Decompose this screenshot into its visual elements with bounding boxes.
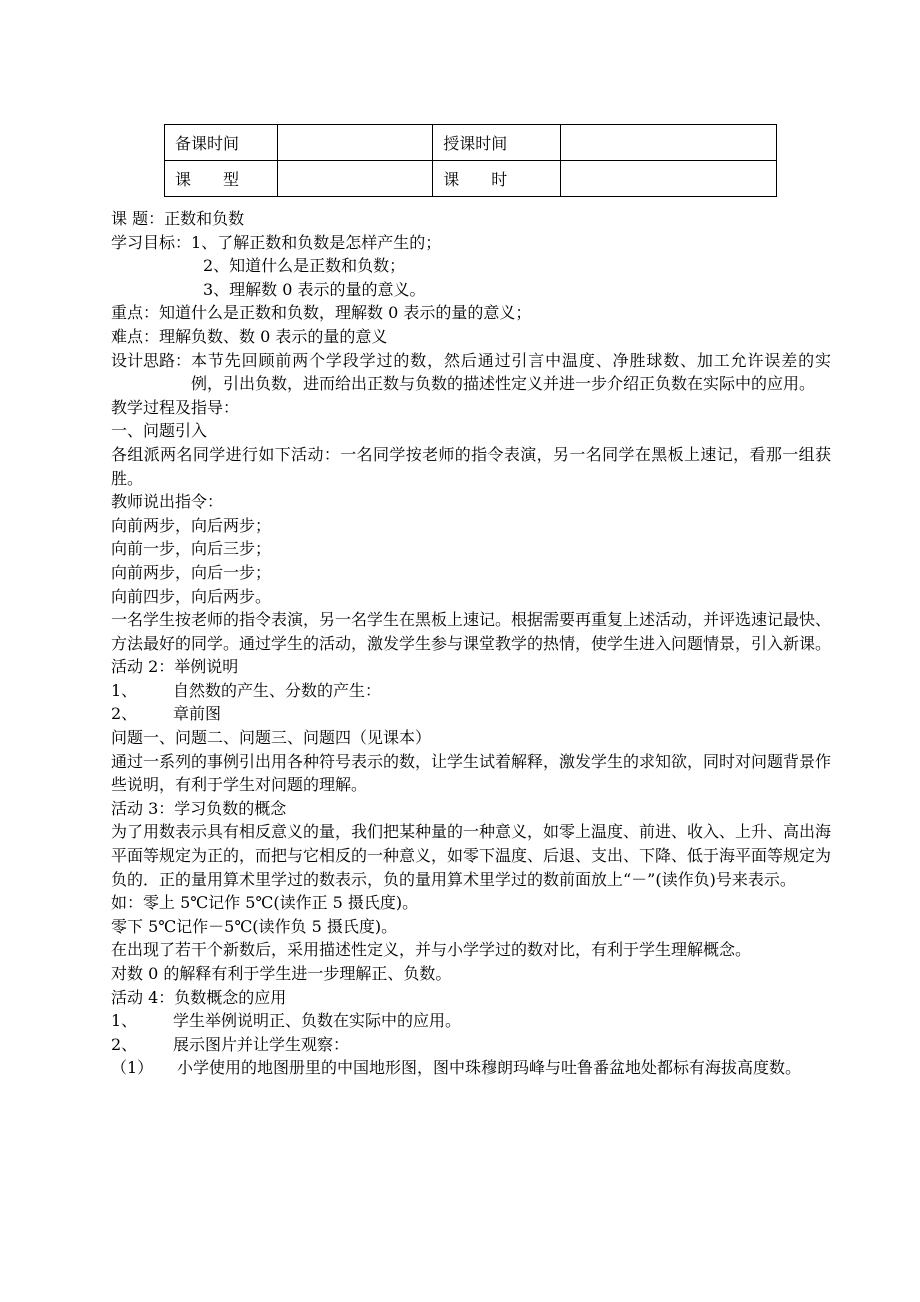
list-item-text: 章前图 bbox=[173, 704, 222, 724]
list-item-number: 2、 bbox=[111, 704, 138, 724]
list-item-text: 学生举例说明正、负数在实际中的应用。 bbox=[173, 1011, 462, 1031]
topic-line bbox=[111, 207, 831, 231]
command-item: 向前四步，向后两步。 bbox=[111, 586, 272, 606]
activity3-note: 在出现了若干个新数后，采用描述性定义，并与小学学过的数对比，有利于学生理解概念。 bbox=[111, 940, 752, 960]
list-item-number: 1、 bbox=[111, 1011, 138, 1031]
teach-time-value bbox=[560, 125, 776, 161]
instruction-label: 教师说出指令： bbox=[111, 492, 224, 512]
command-item: 向前两步，向后一步； bbox=[111, 562, 272, 582]
period-label: 课 时 bbox=[433, 161, 560, 197]
prep-time-label: 备课时间 bbox=[165, 125, 278, 161]
section1-summary: 一名学生按老师的指令表演，另一名学生在黑板上速记。根据需要再重复上述活动，并评选速记最快、方法最好的同学。通过学生的活动，激发学生参与课堂教学的热情，使学生进入问题情景，引入新课。 bbox=[111, 610, 832, 653]
activity3-note: 对数 0 的解释有利于学生进一步理解正、负数。 bbox=[111, 964, 452, 983]
design-text: 本节先回顾前两个学段学过的数，然后通过引言中温度、净胜球数、加工允许误差的实例，引出负数，进而给出正数与负数的描述性定义并进一步介绍正负数在实际中的应用。 bbox=[191, 350, 831, 394]
list-item bbox=[111, 1033, 831, 1057]
list-item-number: 1、 bbox=[111, 680, 138, 700]
activity3-text: 为了用数表示具有相反意义的量，我们把某种量的一种意义，如零上温度、前进、收入、上升、高出海平面等规定为正的，而把与它相反的一种意义，如零下温度、后退、支出、下降、低于海平面等规定为负的．正的量用算术里学过的数表示，负的量用算术里学过的数前面放上“－”(读作负)号来表示。 bbox=[111, 822, 832, 889]
goal-item: 2、知道什么是正数和负数； bbox=[203, 256, 406, 276]
period-value bbox=[560, 161, 776, 197]
lesson-info-table bbox=[164, 124, 777, 197]
activity4-heading: 活动 4：负数概念的应用 bbox=[111, 987, 287, 1007]
command-item: 向前两步，向后两步； bbox=[111, 515, 272, 535]
list-item-text: 展示图片并让学生观察： bbox=[173, 1034, 350, 1054]
activity2-questions: 问题一、问题二、问题三、问题四（见课本） bbox=[111, 728, 432, 748]
sub-item-number: （1） bbox=[111, 1058, 154, 1078]
topic-value: 正数和负数 bbox=[164, 209, 245, 228]
list-item bbox=[111, 702, 831, 726]
lesson-content bbox=[111, 207, 831, 1080]
section1-heading: 一、问题引入 bbox=[111, 421, 208, 441]
activity2-heading: 活动 2：举例说明 bbox=[111, 657, 239, 677]
activity3-example: 如：零上 5℃记作 5℃(读作正 5 摄氏度)。 bbox=[111, 893, 419, 913]
list-item bbox=[111, 679, 831, 703]
sub-item-text: 小学使用的地图册里的中国地形图，图中珠穆朗玛峰与吐鲁番盆地处都标有海拔高度数。 bbox=[177, 1058, 802, 1078]
activity3-example: 零下 5℃记作－5℃(读作负 5 摄氏度)。 bbox=[111, 916, 398, 936]
type-label: 课 型 bbox=[165, 161, 278, 197]
list-item-text: 自然数的产生、分数的产生： bbox=[173, 680, 382, 700]
list-item-number: 2、 bbox=[111, 1034, 138, 1054]
prep-time-value bbox=[277, 125, 432, 161]
goals-label: 学习目标： bbox=[111, 232, 192, 252]
difficulty: 难点：理解负数、数 0 表示的量的意义 bbox=[111, 326, 388, 346]
process-heading: 教学过程及指导： bbox=[111, 397, 240, 417]
type-value bbox=[277, 161, 432, 197]
goal-item: 1、了解正数和负数是怎样产生的； bbox=[191, 232, 442, 252]
list-item bbox=[111, 1009, 831, 1033]
teach-time-label: 授课时间 bbox=[433, 125, 560, 161]
design-label: 设计思路： bbox=[111, 350, 192, 370]
activity2-explanation: 通过一系列的事例引出用各种符号表示的数，让学生试着解释，激发学生的求知欲，同时对问题背景作些说明，有利于学生对问题的理解。 bbox=[111, 751, 832, 795]
activity3-heading: 活动 3：学习负数的概念 bbox=[111, 798, 287, 818]
key-point: 重点：知道什么是正数和负数，理解数 0 表示的量的意义； bbox=[111, 303, 532, 323]
table-row bbox=[165, 161, 777, 197]
design-idea bbox=[111, 349, 831, 396]
section1-intro: 各组派两名同学进行如下活动：一名同学按老师的指令表演，另一名同学在黑板上速记，看那一组获胜。 bbox=[111, 444, 831, 488]
topic-label: 课 题： bbox=[111, 209, 165, 228]
table-row bbox=[165, 125, 777, 161]
goals-line bbox=[111, 231, 831, 255]
goal-item: 3、理解数 0 表示的量的意义。 bbox=[203, 279, 426, 299]
command-item: 向前一步，向后三步； bbox=[111, 539, 272, 559]
sub-list-item bbox=[111, 1056, 831, 1080]
